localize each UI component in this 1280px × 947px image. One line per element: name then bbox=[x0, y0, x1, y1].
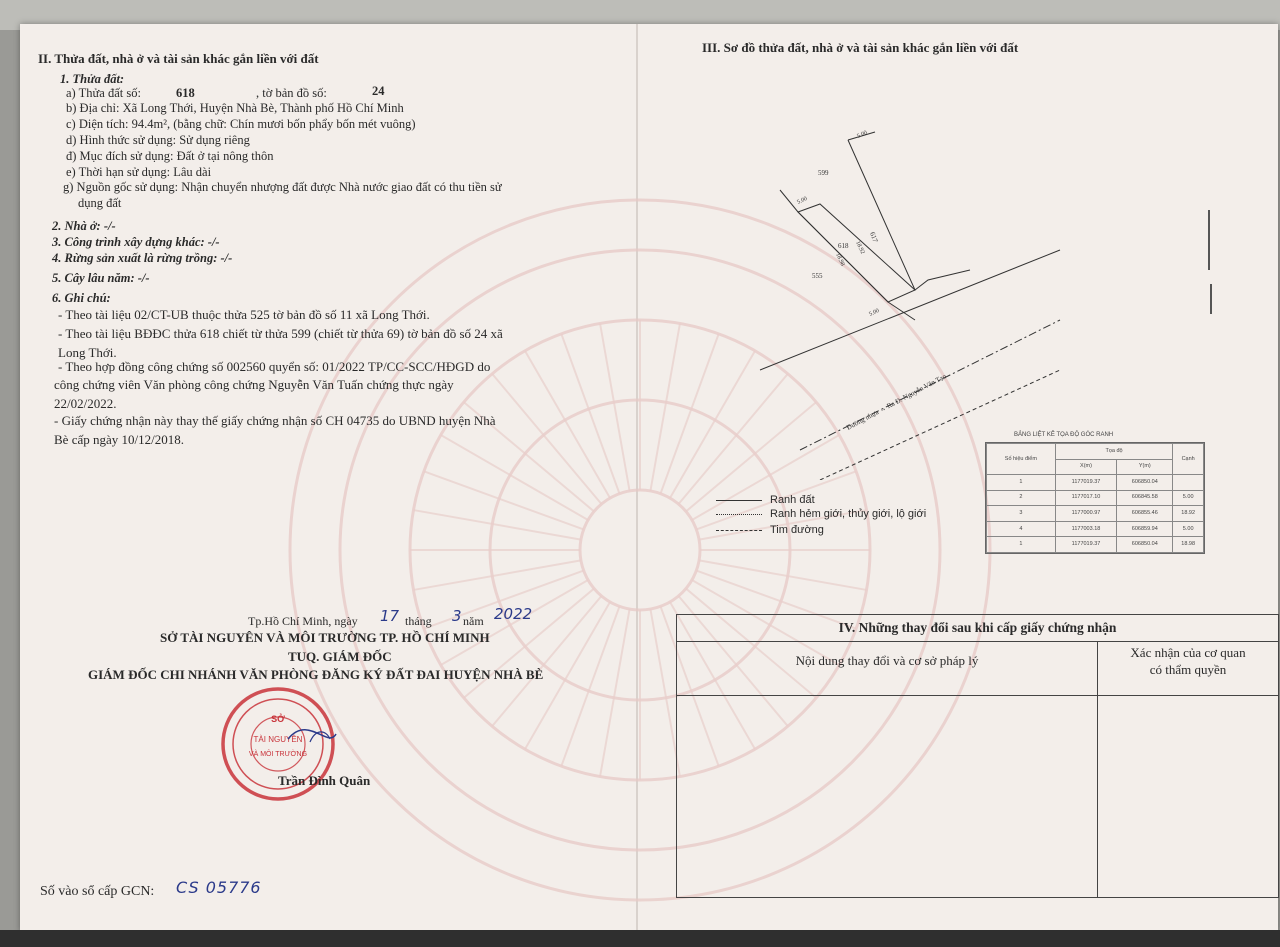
note-4b: Bè cấp ngày 10/12/2018. bbox=[54, 432, 184, 447]
note-4a: - Giấy chứng nhận này thay thế giấy chứng nhận số CH 04735 do UBND huyện Nhà bbox=[54, 413, 496, 428]
org-line-3: GIÁM ĐỐC CHI NHÁNH VĂN PHÒNG ĐĂNG KÝ ĐẤT ĐAI HUYỆN NHÀ BÈ bbox=[88, 667, 544, 682]
parcel-599-label: 599 bbox=[818, 169, 829, 177]
section-4-title: IV. Những thay đổi sau khi cấp giấy chứng nhận bbox=[838, 620, 1117, 635]
area-line: c) Diện tích: 94.4m², (bằng chữ: Chín mươi bốn phẩy bốn mét vuông) bbox=[66, 117, 416, 131]
date-year-label: năm bbox=[463, 614, 484, 628]
note-2b: Long Thới. bbox=[58, 345, 117, 360]
notes-heading: 6. Ghi chú: bbox=[52, 291, 111, 305]
house-heading: 2. Nhà ở: -/- bbox=[52, 219, 116, 233]
changes-table-column-header bbox=[677, 641, 1278, 696]
legend-dotted-line bbox=[716, 514, 762, 515]
coord-header-coord: Tọa độ bbox=[1055, 444, 1173, 460]
edge-mark-1 bbox=[1208, 210, 1210, 270]
note-1: - Theo tài liệu 02/CT-UB thuộc thửa 525 tờ bản đồ số 11 xã Long Thới. bbox=[58, 307, 430, 322]
changes-col-confirm-1: Xác nhận của cơ quan bbox=[1130, 645, 1246, 660]
legend-dashed-line bbox=[716, 530, 762, 531]
legend-solid-line bbox=[716, 500, 762, 501]
section-2-title: II. Thửa đất, nhà ở và tài sản khác gắn liền với đất bbox=[38, 51, 319, 66]
signer-name: Trần Đình Quân bbox=[278, 773, 371, 788]
edge-3-label: 5.00 bbox=[868, 307, 881, 318]
parcel-number-value: 618 bbox=[176, 86, 195, 100]
date-day: 17 bbox=[380, 607, 400, 625]
legend-label-3: Tim đường bbox=[770, 524, 824, 536]
legend-label-2: Ranh hẻm giới, thủy giới, lộ giới bbox=[770, 508, 927, 520]
edge-1-label: 5.00 bbox=[796, 195, 809, 206]
parcel-sketch bbox=[740, 120, 1070, 480]
usage-term-line: e) Thời hạn sử dụng: Lâu dài bbox=[66, 165, 212, 179]
road-label: Đường nhựa → Ra Đ. Nguyễn Văn Tạo bbox=[845, 372, 948, 432]
changes-table bbox=[676, 614, 1279, 898]
table-row: 1 1177019.37 606850.04 bbox=[987, 475, 1204, 491]
coord-header-length: Cạnh bbox=[1173, 444, 1204, 475]
changes-col-confirm-2: có thẩm quyền bbox=[1149, 662, 1227, 677]
svg-text:SỞ: SỞ bbox=[271, 714, 285, 724]
origin-line-2: dụng đất bbox=[78, 196, 122, 210]
note-3b: công chứng viên Văn phòng công chứng Nguyễn Văn Tuấn chứng thực ngày bbox=[54, 377, 454, 392]
parcel-617-label: 617 bbox=[868, 230, 880, 244]
usage-purpose-line: đ) Mục đích sử dụng: Đất ở tại nông thôn bbox=[66, 149, 274, 163]
coord-header-y: Y(m) bbox=[1117, 459, 1173, 475]
table-row: 1 1177019.37 606850.04 18.98 bbox=[987, 537, 1204, 553]
section-3-title: III. Sơ đồ thửa đất, nhà ở và tài sản khác gắn liền với đất bbox=[702, 40, 1019, 55]
edge-2-label: 18.92 bbox=[854, 240, 866, 256]
date-month: 3 bbox=[452, 607, 462, 625]
parcel-555-label: 555 bbox=[812, 272, 823, 280]
legend-label-1: Ranh đất bbox=[770, 494, 815, 506]
org-line-2: TUQ. GIÁM ĐỐC bbox=[288, 649, 392, 664]
note-3c: 22/02/2022. bbox=[54, 396, 117, 411]
usage-form-line: d) Hình thức sử dụng: Sử dụng riêng bbox=[66, 133, 250, 147]
table-row: 2 1177017.10 606845.58 5.00 bbox=[987, 490, 1204, 506]
changes-table-header bbox=[677, 615, 1278, 642]
serial-label: Số vào sổ cấp GCN: bbox=[40, 884, 155, 899]
table-row: 4 1177003.18 606859.94 5.00 bbox=[987, 521, 1204, 537]
parcel-618-label: 618 bbox=[838, 242, 849, 250]
map-sheet-value: 24 bbox=[372, 84, 385, 98]
coord-table-title: BẢNG LIỆT KÊ TỌA ĐỘ GÓC RANH bbox=[1014, 432, 1114, 438]
coordinate-table bbox=[985, 442, 1205, 554]
changes-table-divider bbox=[1097, 641, 1098, 897]
forest-heading: 4. Rừng sản xuất là rừng trồng: -/- bbox=[52, 251, 233, 265]
svg-text:VÀ MÔI TRƯỜNG: VÀ MÔI TRƯỜNG bbox=[248, 751, 308, 758]
table-row: 3 1177000.97 606855.46 18.92 bbox=[987, 506, 1204, 522]
serial-value: CS 05776 bbox=[176, 878, 262, 897]
date-month-label: tháng bbox=[405, 614, 432, 628]
edge-4-label: 18.98 bbox=[834, 252, 846, 268]
date-year: 2022 bbox=[494, 605, 533, 623]
coord-header-point: Số hiệu điểm bbox=[987, 444, 1056, 475]
origin-line-1: g) Nguồn gốc sử dụng: Nhận chuyển nhượng đất được Nhà nước giao đất có thu tiền sử bbox=[63, 180, 502, 194]
edge-5-label: 5.00 bbox=[856, 129, 869, 140]
parcel-number-label: a) Thửa đất số: bbox=[66, 86, 141, 100]
map-sheet-label: , tờ bản đồ số: bbox=[256, 86, 327, 100]
note-3a: - Theo hợp đồng công chứng số 002560 quyển số: 01/2022 TP/CC-SCC/HĐGD do bbox=[58, 359, 491, 374]
edge-mark-2 bbox=[1210, 284, 1212, 314]
address-line: b) Địa chỉ: Xã Long Thới, Huyện Nhà Bè, Thành phố Hồ Chí Minh bbox=[66, 101, 404, 115]
background-bottom bbox=[0, 930, 1280, 947]
org-line-1: SỞ TÀI NGUYÊN VÀ MÔI TRƯỜNG TP. HỒ CHÍ MINH bbox=[160, 630, 490, 645]
svg-text:TÀI NGUYÊN: TÀI NGUYÊN bbox=[253, 735, 303, 744]
note-2a: - Theo tài liệu BĐĐC thửa 618 chiết từ thửa 599 (chiết từ thửa 69) tờ bản đồ số 24 xã bbox=[58, 326, 503, 341]
perennial-trees-heading: 5. Cây lâu năm: -/- bbox=[52, 271, 150, 285]
other-construction-heading: 3. Công trình xây dựng khác: -/- bbox=[52, 235, 220, 249]
date-prefix: Tp.Hồ Chí Minh, ngày bbox=[248, 614, 358, 628]
changes-col-content: Nội dung thay đổi và cơ sở pháp lý bbox=[795, 653, 979, 668]
parcel-heading: 1. Thửa đất: bbox=[60, 72, 125, 86]
coord-header-x: X(m) bbox=[1055, 459, 1117, 475]
